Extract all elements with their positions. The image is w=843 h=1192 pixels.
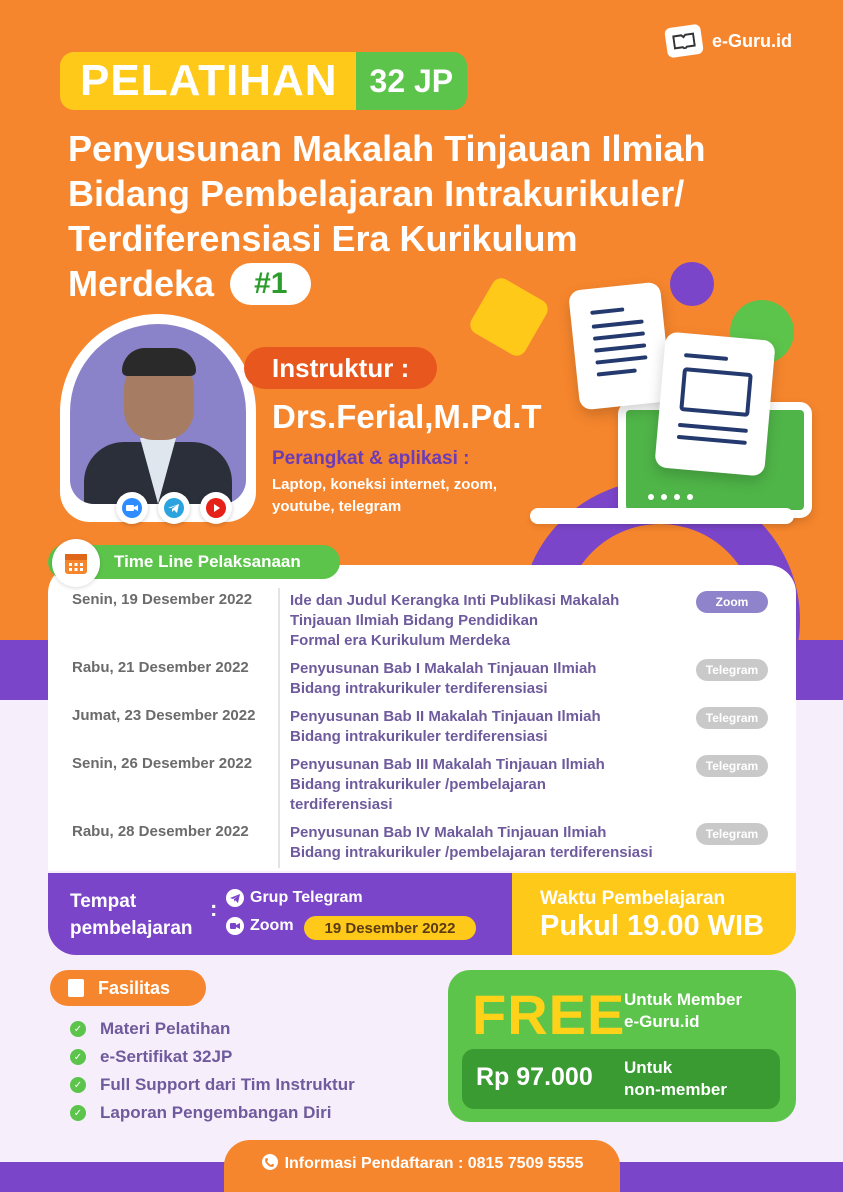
check-icon: ✓ xyxy=(70,1049,86,1065)
telegram-icon xyxy=(158,492,190,524)
title-line: Merdeka xyxy=(68,263,215,304)
brand-logo xyxy=(666,26,792,56)
facility-item: ✓ e-Sertifikat 32JP xyxy=(70,1047,232,1067)
time-value: Pukul 19.00 WIB xyxy=(540,910,765,942)
place-zoom: Zoom xyxy=(226,917,294,935)
place-date-badge: 19 Desember 2022 xyxy=(304,916,476,940)
row-description: Ide dan Judul Kerangka Inti Publikasi Makalah Tinjauan Ilmiah Bidang Pendidikan Formal era Kurikulum Merdeka xyxy=(290,592,620,649)
time-label: Waktu Pembelajaran xyxy=(540,888,726,909)
platform-tag: Telegram xyxy=(696,755,768,777)
laptop-base xyxy=(530,508,794,524)
badge-hours: 32 JP xyxy=(356,52,468,110)
book-icon xyxy=(664,24,704,59)
price-note: Untuk non-member xyxy=(624,1058,727,1099)
zoom-icon xyxy=(226,917,244,935)
row-date: Senin, 19 Desember 2022 xyxy=(72,591,253,608)
row-date: Rabu, 28 Desember 2022 xyxy=(72,823,249,840)
page-title xyxy=(68,126,808,306)
facility-item: ✓ Materi Pelatihan xyxy=(70,1019,230,1039)
title-line: Penyusunan Makalah Tinjauan Ilmiah xyxy=(68,128,706,169)
place-telegram: Grup Telegram xyxy=(226,889,363,907)
check-icon: ✓ xyxy=(70,1021,86,1037)
row-date: Rabu, 21 Desember 2022 xyxy=(72,659,249,676)
row-description: Penyusunan Bab III Makalah Tinjauan Ilmiah Bidang intrakurikuler /pembelajaran terdiferensiasi xyxy=(290,756,605,813)
document-illustration xyxy=(654,331,775,476)
instructor-name: Drs.Ferial,M.Pd.T xyxy=(272,398,542,435)
platform-tag: Telegram xyxy=(696,659,768,681)
brand-name: e-Guru.id xyxy=(712,30,792,51)
title-line: Bidang Pembelajaran Intrakurikuler/ xyxy=(68,173,685,214)
timeline-divider xyxy=(278,588,280,868)
row-date: Senin, 26 Desember 2022 xyxy=(72,755,253,772)
tools-list: Laptop, koneksi internet, zoom, youtube, telegram xyxy=(272,476,498,515)
row-description: Penyusunan Bab I Makalah Tinjauan Ilmiah Bidang intrakurikuler terdiferensiasi xyxy=(290,660,597,697)
row-date: Jumat, 23 Desember 2022 xyxy=(72,707,256,724)
badge-training-label: PELATIHAN xyxy=(60,52,356,110)
instructor-photo xyxy=(70,324,246,504)
facility-item: ✓ Full Support dari Tim Instruktur xyxy=(70,1075,355,1095)
platform-tag: Telegram xyxy=(696,823,768,845)
free-note: Untuk Member e-Guru.id xyxy=(624,990,743,1031)
check-icon: ✓ xyxy=(70,1077,86,1093)
bookmark-icon xyxy=(68,979,84,997)
platform-tag: Telegram xyxy=(696,707,768,729)
whatsapp-icon xyxy=(261,1153,279,1176)
free-label: FREE xyxy=(472,983,626,1046)
row-description: Penyusunan Bab II Makalah Tinjauan Ilmiah Bidang intrakurikuler terdiferensiasi xyxy=(290,708,601,745)
check-icon: ✓ xyxy=(70,1105,86,1121)
row-description: Penyusunan Bab IV Makalah Tinjauan Ilmiah Bidang intrakurikuler /pembelajaran terdiferensiasi xyxy=(290,824,653,861)
edition-badge: #1 xyxy=(230,263,311,305)
price-amount: Rp 97.000 xyxy=(476,1063,593,1091)
training-badge xyxy=(60,52,467,110)
instructor-label: Instruktur : xyxy=(244,347,437,389)
youtube-icon xyxy=(200,492,232,524)
calendar-icon xyxy=(52,539,100,587)
title-line: Terdiferensiasi Era Kurikulum xyxy=(68,218,578,259)
facilities-label: Fasilitas xyxy=(50,970,206,1006)
timeline-header: Time Line Pelaksanaan xyxy=(48,545,340,579)
facility-item: ✓ Laporan Pengembangan Diri xyxy=(70,1103,331,1123)
tools-label: Perangkat & aplikasi : xyxy=(272,448,470,469)
place-label: Tempat pembelajaran xyxy=(70,891,193,939)
platform-tag: Zoom xyxy=(696,591,768,613)
zoom-icon xyxy=(116,492,148,524)
registration-info[interactable]: Informasi Pendaftaran : 0815 7509 5555 xyxy=(224,1140,620,1192)
place-colon: : xyxy=(210,896,218,921)
telegram-icon xyxy=(226,889,244,907)
